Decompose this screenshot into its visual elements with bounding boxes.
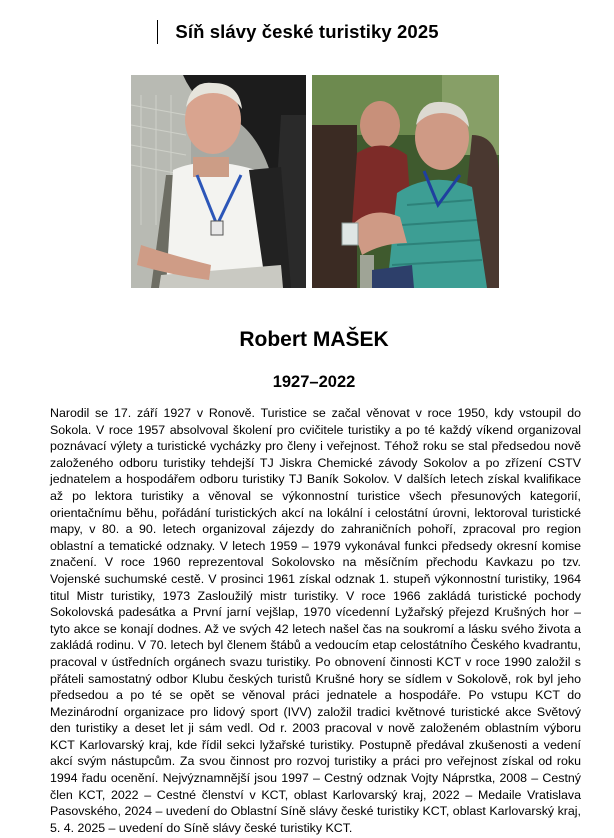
portrait-photo-left <box>131 75 306 288</box>
biography-text: Narodil se 17. září 1927 v Ronově. Turistice se začal věnovat v roce 1950, kdy vstoupil do Sokola. V roce 1957 absolvoval školení pro cvičitele turistiky a po té každý víkend organizoval poznávací výlety a turistické vycházky pro členy i veřejnost. Téhož roku se stal předsedou nově založeného odboru turistiky tehdejší TJ Jiskra Chemické závody Sokolov a po zřízení CSTV jednatelem a hospodářem odboru turistiky TJ Baník Sokolov. V dalších letech získal kvalifikace až po lektora turistiky a věnoval se výkonnostní turistice všech přesunových kategorií, orientačnímu běhu, pořádání turistických akcí na lokální i celostátní úrovni, lektoroval turistické mapy, v 80. a 90. letech organizoval zájezdy do zahraničních pohoří, zpracoval pro region oblastní a tematické odznaky. V letech 1959 – 1979 vykonával funkci předsedy okresní komise značení. V roce 1960 reprezentoval Sokolovsko na měsíčním přechodu Kavkazu po tzv. Vojenské suchumské cestě. V prosinci 1961 získal odznak 1. stupeň výkonnostní turistiky, 1964 titul Mistr turistiky, 1973 Zasloužilý mistr turistiky. V roce 1966 zakládá turistické pochody Sokolovská padesátka a První jarní vejšlap, 1970 vícedenní Lyžařský přejezd Krušných hor – tyto akce se konají dodnes. Až ve svých 42 letech našel čas na soukromí a lásku svého života a zakládá rodinu. V 70. letech byl členem štábů a vedoucím etap celostátního Českého kvadrantu, pracoval v ústředních orgánech svazu turistiky. Po obnovení činnosti KCT v roce 1990 založil s přáteli samostatný odbor Klubu českých turistů Krušné hory se sídlem v Sokolově, rok byl jeho předsedou a po té se opět se věnoval práci jednatele a hospodáře. Po vstupu KCT do Mezinárodní organizace pro lidový sport (IVV) založil tradici květnové turistické akce Světový den turistiky a deset let ji sám vedl. Od r. 2003 pracoval v nově založeném oblastním výboru KCT Karlovarský kraj, kde řídil sekci lyžařské turistiky. Postupně předával zkušenosti a vedení akcí svým nástupcům. Za svou činnost pro rozvoj turistiky a práci pro veřejnost získal od roku 1994 řadu ocenění. Nejvýznamnější jsou 1997 – Cestný odznak Vojty Náprstka, 2008 – Cestný člen KCT, 2022 – Cestné členství v KCT, oblast Karlovarský kraj, 2022 – Medaile Vratislava Pasovského, 2024 – uvedení do Oblastní Síně slávy české turistiky KCT, oblast Karlovarský kraj, 5. 4. 2025 – uvedení do Síně slávy české turistiky KCT. <box>50 406 581 835</box>
portrait-photo-right <box>312 75 499 288</box>
person-name: Robert MAŠEK <box>239 328 389 351</box>
document-title: Síň slávy české turistiky 2025 <box>175 21 439 42</box>
life-years: 1927–2022 <box>272 373 356 391</box>
